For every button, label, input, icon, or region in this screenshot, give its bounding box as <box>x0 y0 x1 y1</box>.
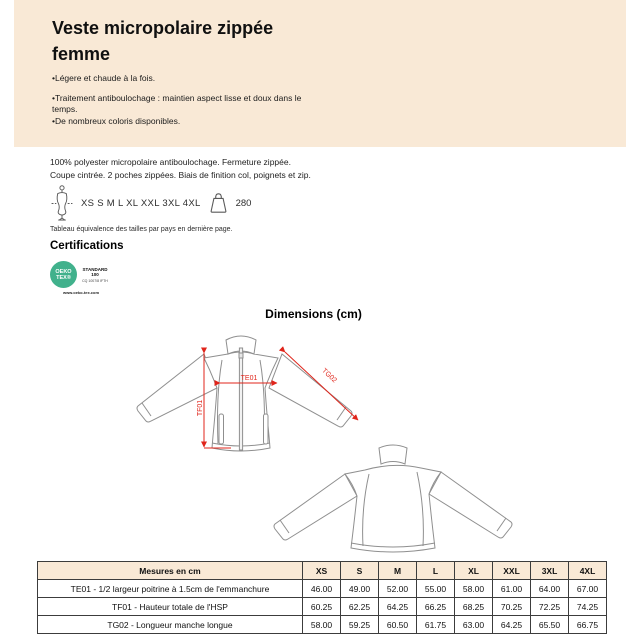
measure-label: TF01 - Hauteur totale de l'HSP <box>38 598 303 616</box>
measure-value: 65.50 <box>531 616 569 634</box>
certifications-heading: Certifications <box>50 240 124 252</box>
measure-value: 55.00 <box>417 580 455 598</box>
product-description <box>50 156 311 233</box>
column-header-3xl: 3XL <box>531 562 569 580</box>
measure-value: 58.00 <box>303 616 341 634</box>
tg02-label: TG02 <box>320 367 338 385</box>
bullet-item: •De nombreux coloris disponibles. <box>52 116 181 126</box>
bullet-item: •Légere et chaude à la fois. <box>52 73 156 83</box>
measure-value: 52.00 <box>379 580 417 598</box>
table-row <box>38 616 607 634</box>
column-header-measures: Mesures en cm <box>38 562 303 580</box>
oeko-text-line2: TEX® <box>56 274 71 281</box>
oeko-tex-logo <box>50 261 114 295</box>
oeko-tex-circle-icon <box>50 261 77 288</box>
measure-label: TE01 - 1/2 largeur poitrine à 1.5cm de l'emmanchure <box>38 580 303 598</box>
measure-value: 68.25 <box>455 598 493 616</box>
cut-line: Coupe cintrée. 2 poches zippées. Biais de finition col, poignets et zip. <box>50 170 311 180</box>
column-header-4xl: 4XL <box>569 562 607 580</box>
page-title <box>52 15 626 67</box>
column-header-xl: XL <box>455 562 493 580</box>
table-header-row <box>38 562 607 580</box>
measure-value: 60.25 <box>303 598 341 616</box>
measure-value: 62.25 <box>341 598 379 616</box>
oeko-standard-block <box>80 267 110 283</box>
measure-value: 64.25 <box>493 616 531 634</box>
column-header-s: S <box>341 562 379 580</box>
material-line: 100% polyester micropolaire antiboulochage. Fermeture zippée. <box>50 157 291 167</box>
measure-value: 64.00 <box>531 580 569 598</box>
measure-value: 64.25 <box>379 598 417 616</box>
size-table-note: Tableau équivalence des tailles par pays en dernière page. <box>50 226 233 233</box>
measure-label: TG02 - Longueur manche longue <box>38 616 303 634</box>
column-header-xxl: XXL <box>493 562 531 580</box>
measurements-table <box>37 561 607 634</box>
weight-icon <box>208 192 229 214</box>
jacket-dimensions-diagram <box>118 324 578 560</box>
oeko-standard-number: 100 <box>91 271 99 277</box>
product-header <box>14 0 626 147</box>
measure-value: 67.00 <box>569 580 607 598</box>
oeko-cert-number: CQ 1007/8 IFTH <box>82 278 108 283</box>
measure-value: 60.50 <box>379 616 417 634</box>
measure-value: 72.25 <box>531 598 569 616</box>
measure-value: 46.00 <box>303 580 341 598</box>
measure-value: 59.25 <box>341 616 379 634</box>
oeko-standard-label: STANDARD <box>82 266 108 272</box>
oeko-website: www.oeko-tex.com <box>62 290 100 295</box>
mannequin-icon <box>50 185 74 221</box>
page-title-line1: Veste micropolaire zippée <box>52 18 274 38</box>
measure-value: 49.00 <box>341 580 379 598</box>
te01-label: TE01 <box>240 375 258 382</box>
jacket-back-drawing <box>274 445 512 552</box>
measure-value: 63.00 <box>455 616 493 634</box>
table-row <box>38 580 607 598</box>
column-header-l: L <box>417 562 455 580</box>
available-sizes: XS S M L XL XXL 3XL 4XL <box>81 197 201 209</box>
fabric-weight: 280 <box>235 197 252 209</box>
measure-value: 70.25 <box>493 598 531 616</box>
measure-value: 61.75 <box>417 616 455 634</box>
dimensions-title: Dimensions (cm) <box>265 307 362 321</box>
table-row <box>38 598 607 616</box>
tf01-label: TF01 <box>197 399 204 417</box>
measure-value: 61.00 <box>493 580 531 598</box>
sizes-weight-row <box>50 185 311 221</box>
measure-value: 66.75 <box>569 616 607 634</box>
measure-value: 58.00 <box>455 580 493 598</box>
column-header-xs: XS <box>303 562 341 580</box>
oeko-text-line1: OEKO <box>55 268 72 275</box>
bullet-item: •Traitement antiboulochage : maintien aspect lisse et doux dans le temps. <box>52 93 302 114</box>
measure-value: 74.25 <box>569 598 607 616</box>
jacket-front-drawing <box>137 336 352 451</box>
measure-value: 66.25 <box>417 598 455 616</box>
column-header-m: M <box>379 562 417 580</box>
oeko-tex-logo-row <box>50 261 114 288</box>
feature-bullets <box>52 73 314 127</box>
page-title-line2: femme <box>52 44 111 64</box>
